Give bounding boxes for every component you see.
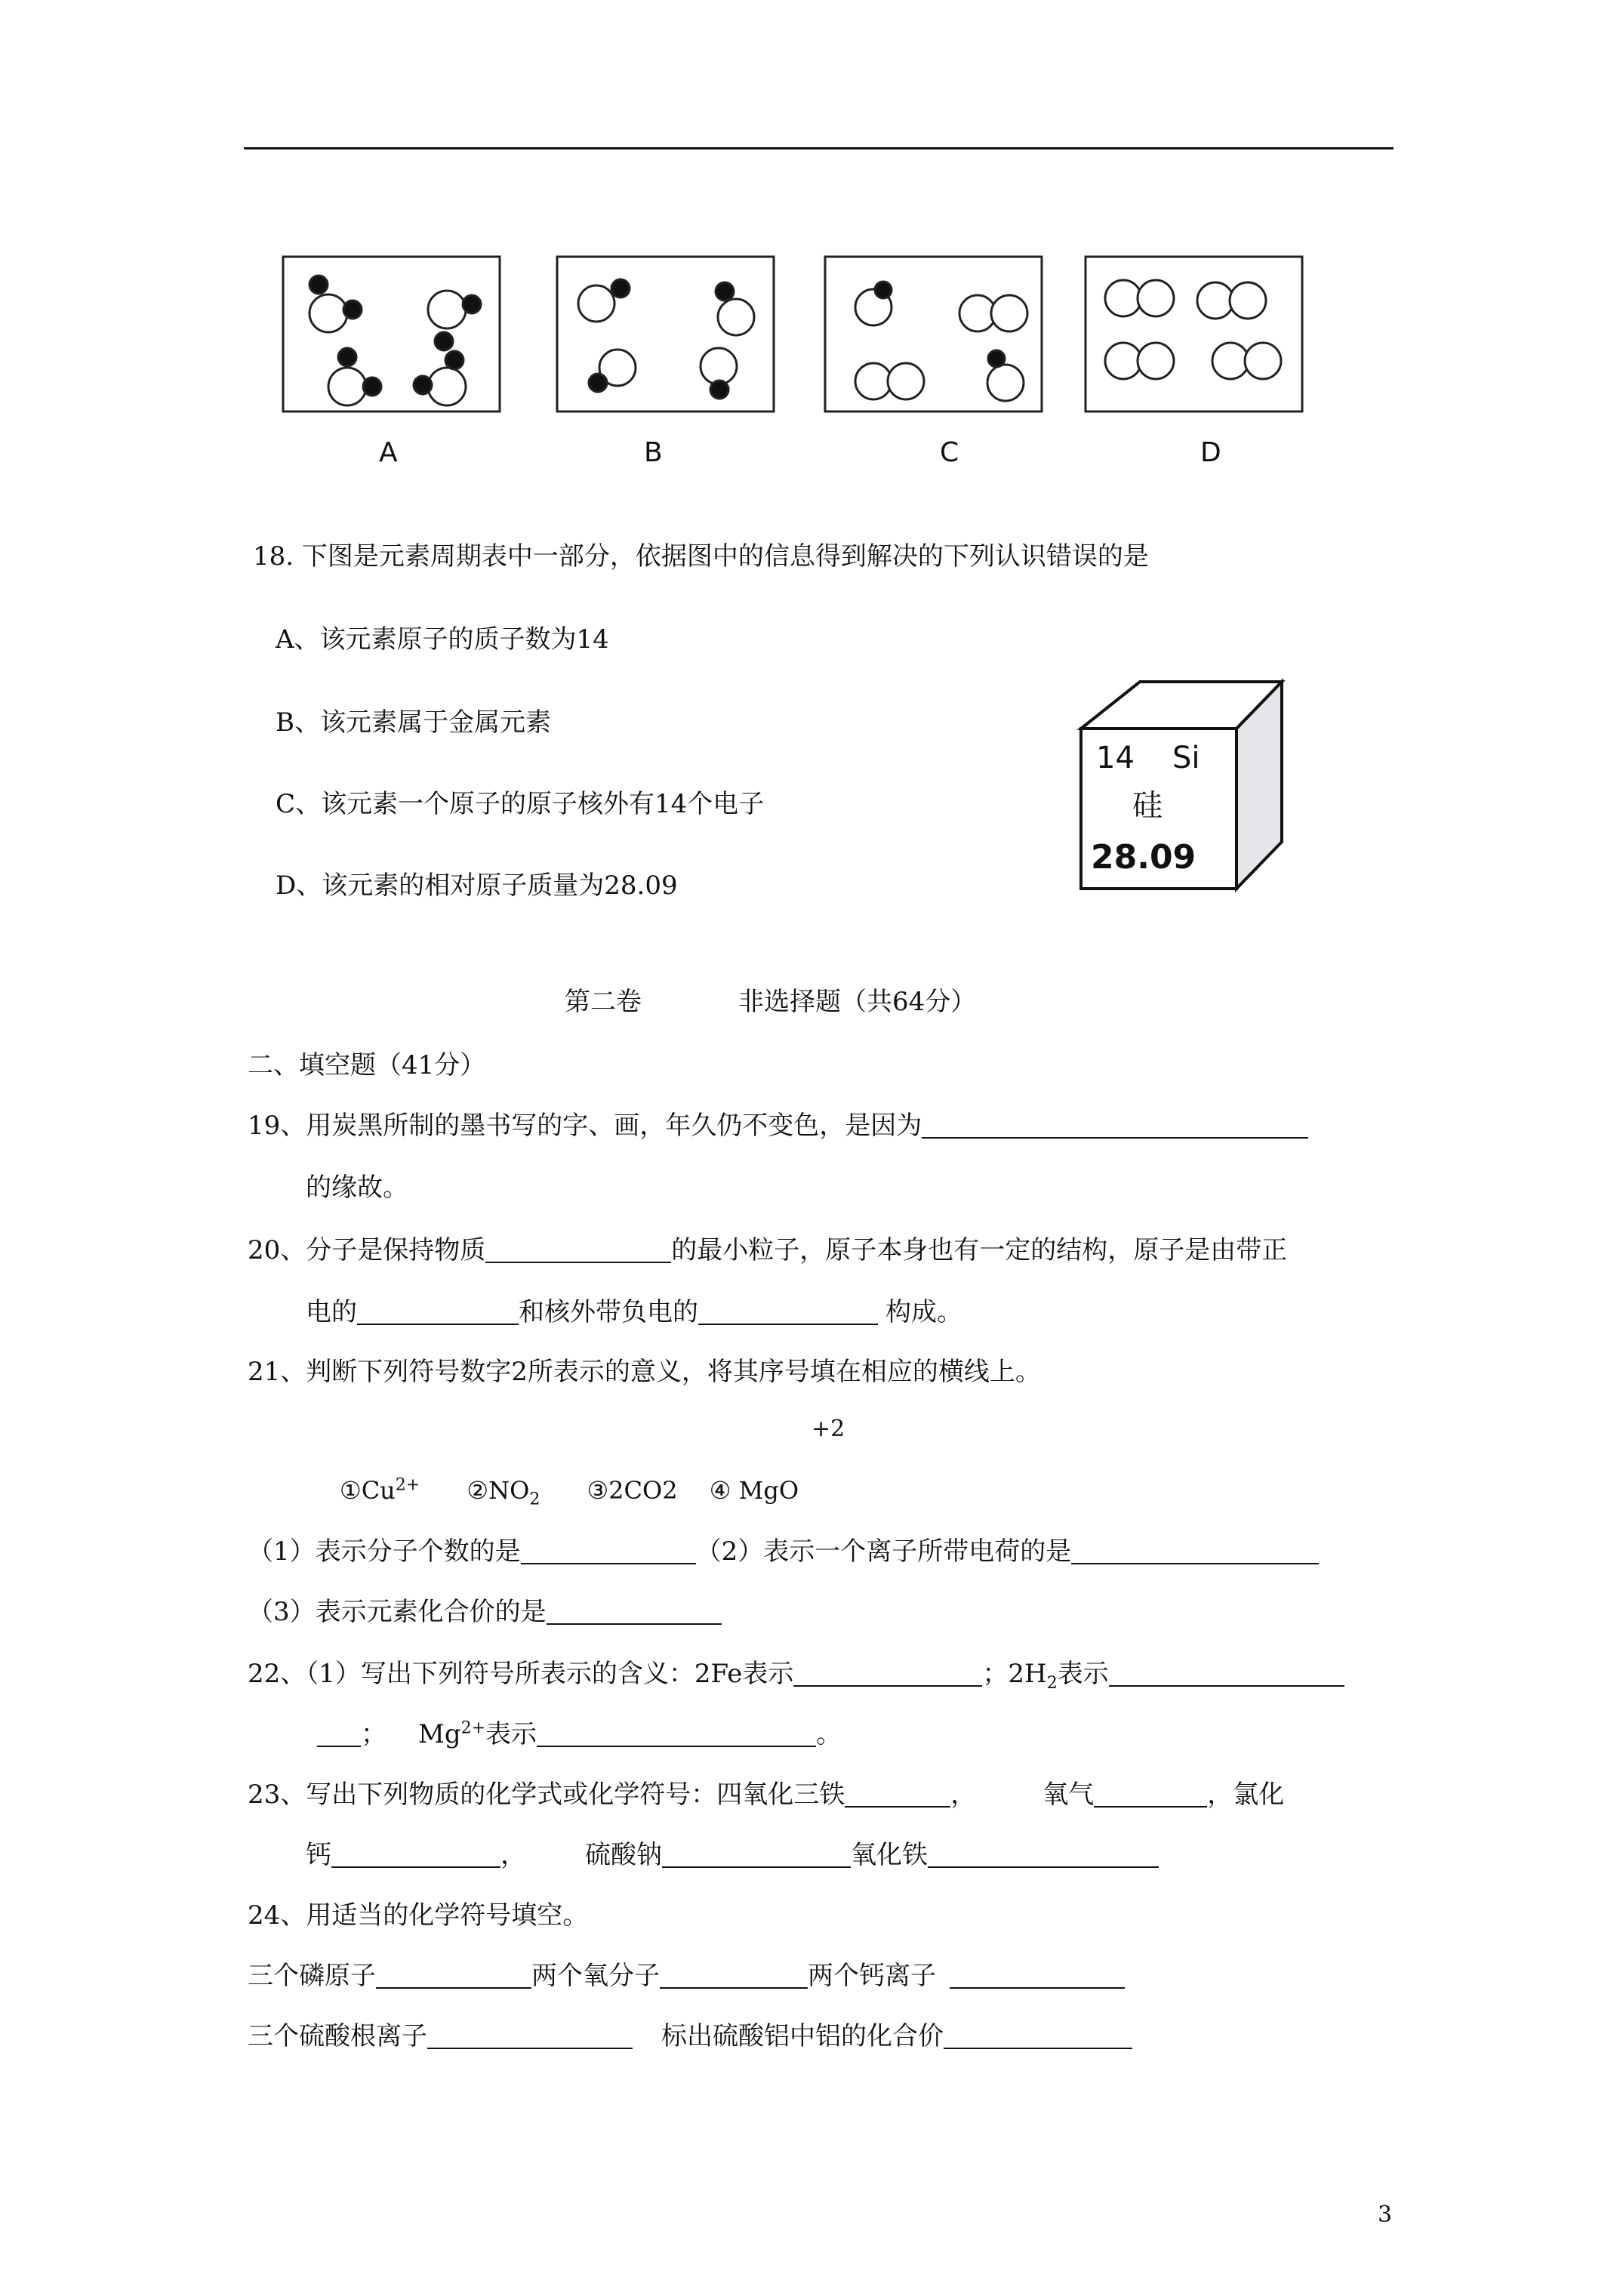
q24-b-blank[interactable] (660, 1963, 808, 1989)
header-rule (244, 147, 1394, 149)
q20-text-5: 构成。 (885, 1297, 962, 1327)
q21-symbol-4: ④ MgO (709, 1476, 799, 1505)
q20-text-2: 的最小粒子，原子本身也有一定的结构，原子是由带正 (671, 1235, 1288, 1265)
q19-text: 19、用炭黑所制的墨书写的字、画，年久仍不变色，是因为 (248, 1111, 922, 1141)
q23-text-3: 氧气 (1042, 1780, 1095, 1810)
q21-a2-blank[interactable] (1071, 1539, 1319, 1564)
q24-e-text: 标出硫酸铝中铝的化合价 (661, 2021, 944, 2051)
q20-text-1: 20、分子是保持物质 (248, 1235, 486, 1265)
q21-answer-line-2 (248, 1597, 722, 1628)
q19-line2: 的缘故。 (306, 1173, 408, 1203)
q22-line1 (248, 1659, 1344, 1693)
q24-e-blank[interactable] (944, 2023, 1132, 2049)
q18-option-d: D、该元素的相对原子质量为28.09 (276, 871, 678, 901)
q24-d-text: 三个硫酸根离子 (248, 2021, 427, 2051)
q23-text-4: ，氯化 (1207, 1780, 1285, 1810)
q24-line2 (248, 2021, 1132, 2052)
q22-line2 (317, 1719, 842, 1750)
q23-text-6: ， (500, 1840, 526, 1870)
q23-text-8: 氧化铁 (851, 1840, 928, 1870)
q21-symbol-2: $②NO_2$ (467, 1476, 540, 1509)
section-title-left: 第二卷 (565, 987, 642, 1017)
q19-line1 (248, 1111, 1308, 1142)
q20-line2 (306, 1297, 962, 1328)
q22-text-3: 表示 (1057, 1659, 1109, 1689)
q23-blank-1[interactable] (845, 1782, 950, 1808)
q21-a2-text: （2）表示一个离子所带电荷的是 (695, 1536, 1072, 1567)
q20-text-4: 和核外带负电的 (519, 1297, 698, 1327)
q23-blank-5[interactable] (928, 1842, 1159, 1868)
q22-text-4: ； (361, 1719, 387, 1749)
tile-element-name: 硅 (1132, 788, 1163, 823)
q24-a-text: 三个磷原子 (248, 1961, 376, 1991)
q23-blank-4[interactable] (662, 1842, 851, 1868)
q18-stem: 18. 下图是元素周期表中一部分，依据图中的信息得到解决的下列认识错误的是 (253, 541, 1149, 572)
q23-line1 (248, 1780, 1284, 1811)
q22-blank-1[interactable] (793, 1661, 982, 1687)
q21-a1-text: （1）表示分子个数的是 (248, 1536, 521, 1567)
molecule-models-figure (272, 245, 1329, 479)
q21-a1-blank[interactable] (521, 1539, 696, 1564)
option-label-c: C (940, 437, 959, 468)
tile-atomic-mass: 28.09 (1091, 838, 1196, 877)
q22-text-5: $Mg^{2+}$ (418, 1718, 486, 1749)
q18-option-c: C、该元素一个原子的原子核外有14个电子 (276, 789, 765, 819)
q21-a3-text: （3）表示元素化合价的是 (248, 1597, 547, 1627)
q24-stem: 24、用适当的化学符号填空。 (248, 1900, 589, 1931)
q22-blank-2[interactable] (1109, 1661, 1344, 1687)
q19-blank[interactable] (922, 1113, 1308, 1139)
q20-text-3: 电的 (306, 1297, 357, 1327)
q22-text-1: 22、（1）写出下列符号所表示的含义：2Fe表示 (248, 1659, 794, 1689)
q22-blank-2-cont[interactable] (317, 1721, 361, 1747)
q23-line2 (306, 1840, 1159, 1871)
q20-line1 (248, 1235, 1287, 1266)
tile-atomic-number: 14 (1096, 741, 1135, 775)
q21-a3-blank[interactable] (547, 1599, 722, 1625)
q23-text-1: 23、写出下列物质的化学式或化学符号：四氧化三铁 (248, 1780, 845, 1810)
q24-c-blank[interactable] (950, 1963, 1125, 1989)
page-number: 3 (1378, 2202, 1393, 2228)
q23-text-5: 钙 (306, 1840, 331, 1870)
q24-a-blank[interactable] (376, 1963, 531, 1989)
q24-c-text: 两个钙离子 (808, 1961, 936, 1991)
q21-symbol-1: $①Cu^{2+}$ (340, 1475, 420, 1505)
option-label-b: B (644, 437, 663, 468)
section-heading: 二、填空题（41分） (248, 1050, 486, 1080)
q20-blank-2[interactable] (357, 1299, 519, 1325)
tile-symbol: Si (1172, 741, 1200, 775)
q24-b-text: 两个氧分子 (531, 1961, 660, 1991)
option-label-d: D (1200, 437, 1221, 468)
q18-option-b: B、该元素属于金属元素 (276, 707, 551, 738)
q20-blank-3[interactable] (698, 1299, 878, 1325)
section-title-right: 非选择题（共64分） (738, 987, 977, 1017)
q23-blank-3[interactable] (331, 1842, 500, 1868)
q23-text-7: 硫酸钠 (585, 1840, 662, 1870)
q21-symbol-3: ③2CO2 (587, 1476, 678, 1505)
q24-d-blank[interactable] (427, 2023, 633, 2049)
q21-answer-line-1 (248, 1536, 1319, 1567)
option-label-a: A (379, 437, 398, 468)
q23-blank-2[interactable] (1094, 1782, 1207, 1808)
q21-stem: 21、判断下列符号数字2所表示的意义，将其序号填在相应的横线上。 (248, 1357, 1041, 1387)
q18-option-a: A、该元素原子的质子数为14 (276, 624, 609, 655)
q22-text-6: 表示 (485, 1719, 537, 1749)
q20-blank-1[interactable] (485, 1237, 671, 1263)
q22-text-7: 。 (816, 1719, 842, 1749)
q23-text-2: ， (950, 1780, 977, 1810)
q21-valence-mark: +2 (812, 1416, 845, 1442)
q22-text-2: ；$2H_2$ (982, 1659, 1058, 1693)
q24-line1 (248, 1961, 1125, 1992)
q22-blank-3[interactable] (537, 1721, 816, 1747)
q21-symbols (340, 1475, 799, 1509)
